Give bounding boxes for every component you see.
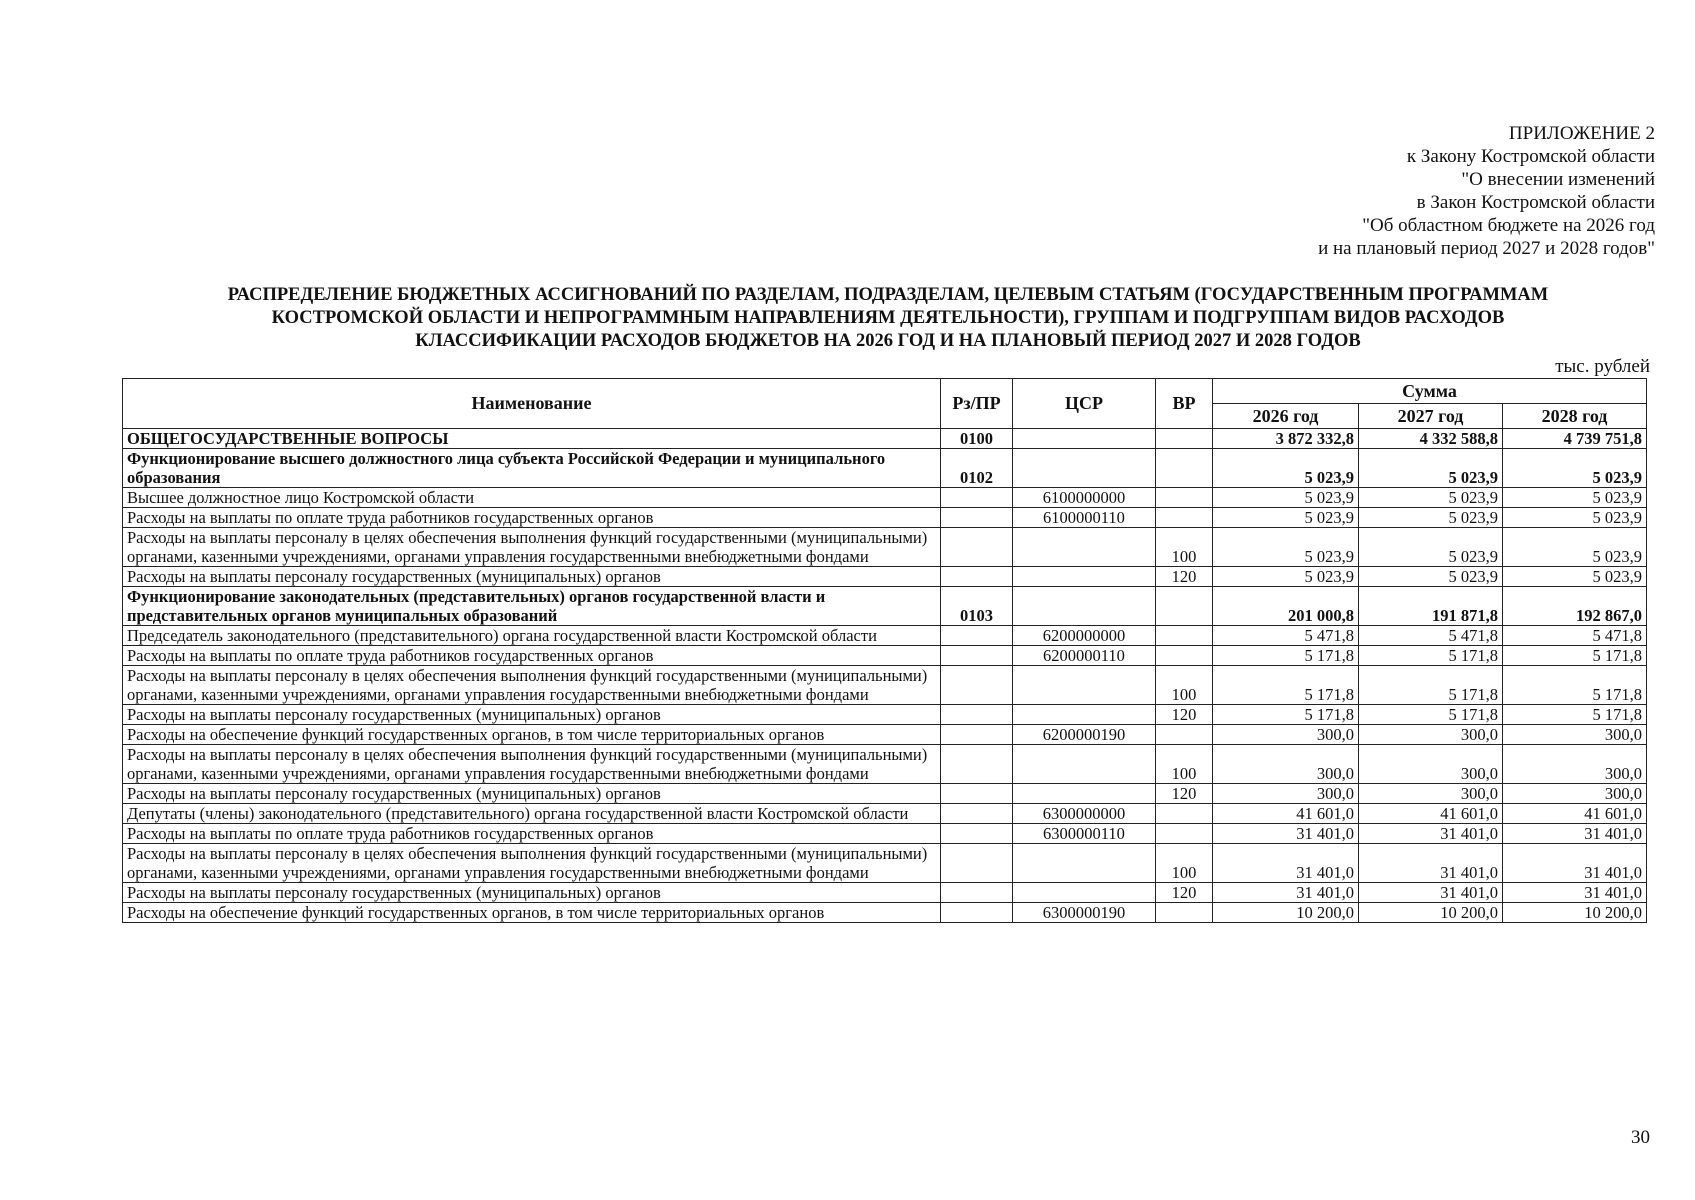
cell-2028: 5 023,9 (1503, 567, 1647, 587)
cell-2027: 5 023,9 (1359, 528, 1503, 567)
cell-rzpr (941, 725, 1013, 745)
cell-rzpr (941, 646, 1013, 666)
cell-vr: 120 (1156, 705, 1213, 725)
cell-name: Расходы на выплаты по оплате труда работников государственных органов (123, 824, 941, 844)
document-title (118, 284, 1658, 353)
cell-name: Расходы на обеспечение функций государственных органов, в том числе территориальных органов (123, 903, 941, 923)
cell-2026: 300,0 (1213, 784, 1359, 804)
cell-2026: 201 000,8 (1213, 587, 1359, 626)
cell-vr (1156, 725, 1213, 745)
cell-2026: 5 023,9 (1213, 528, 1359, 567)
cell-vr (1156, 903, 1213, 923)
cell-2026: 5 171,8 (1213, 705, 1359, 725)
cell-name: Высшее должностное лицо Костромской области (123, 488, 941, 508)
cell-2028: 4 739 751,8 (1503, 429, 1647, 449)
cell-name: Расходы на выплаты персоналу в целях обеспечения выполнения функций государственными (муниципальными) органами, казенными учреждениями, органами управления государственными внебюджетными фондами (123, 745, 941, 784)
cell-2026: 3 872 332,8 (1213, 429, 1359, 449)
cell-csr (1013, 844, 1156, 883)
annex-line: и на плановый период 2027 и 2028 годов" (1318, 238, 1655, 259)
cell-2027: 5 171,8 (1359, 666, 1503, 705)
cell-rzpr (941, 508, 1013, 528)
page-number: 30 (1631, 1127, 1650, 1148)
cell-rzpr (941, 784, 1013, 804)
cell-2028: 5 171,8 (1503, 705, 1647, 725)
cell-2026: 5 471,8 (1213, 626, 1359, 646)
table-row (123, 804, 1647, 824)
cell-name: Функционирование высшего должностного лица субъекта Российской Федерации и муниципального образования (123, 449, 941, 488)
cell-2027: 4 332 588,8 (1359, 429, 1503, 449)
cell-2027: 5 023,9 (1359, 449, 1503, 488)
cell-2028: 5 023,9 (1503, 488, 1647, 508)
title-line: КОСТРОМСКОЙ ОБЛАСТИ И НЕПРОГРАММНЫМ НАПРАВЛЕНИЯМ ДЕЯТЕЛЬНОСТИ), ГРУППАМ И ПОДГРУППАМ ВИДОВ РАСХОДОВ (271, 308, 1505, 328)
cell-vr (1156, 626, 1213, 646)
table-row (123, 666, 1647, 705)
cell-2028: 31 401,0 (1503, 824, 1647, 844)
cell-csr (1013, 429, 1156, 449)
table-row (123, 646, 1647, 666)
budget-table (122, 378, 1647, 923)
table-row (123, 429, 1647, 449)
cell-name: Расходы на обеспечение функций государственных органов, в том числе территориальных органов (123, 725, 941, 745)
cell-2027: 5 471,8 (1359, 626, 1503, 646)
cell-2026: 5 023,9 (1213, 488, 1359, 508)
header-year-2026: 2026 год (1213, 404, 1359, 429)
budget-table-body (123, 429, 1647, 923)
cell-2027: 31 401,0 (1359, 824, 1503, 844)
cell-vr: 120 (1156, 567, 1213, 587)
table-row (123, 903, 1647, 923)
table-row (123, 745, 1647, 784)
cell-2028: 5 023,9 (1503, 449, 1647, 488)
header-year-2028: 2028 год (1503, 404, 1647, 429)
cell-2028: 300,0 (1503, 725, 1647, 745)
cell-2026: 300,0 (1213, 745, 1359, 784)
cell-vr (1156, 429, 1213, 449)
cell-csr: 6300000110 (1013, 824, 1156, 844)
cell-csr: 6300000190 (1013, 903, 1156, 923)
cell-2028: 192 867,0 (1503, 587, 1647, 626)
cell-2026: 41 601,0 (1213, 804, 1359, 824)
cell-vr: 100 (1156, 666, 1213, 705)
cell-vr: 100 (1156, 528, 1213, 567)
cell-rzpr (941, 626, 1013, 646)
cell-2027: 10 200,0 (1359, 903, 1503, 923)
cell-rzpr (941, 745, 1013, 784)
cell-2028: 300,0 (1503, 745, 1647, 784)
table-row (123, 508, 1647, 528)
cell-2028: 10 200,0 (1503, 903, 1647, 923)
table-row (123, 626, 1647, 646)
cell-name: Расходы на выплаты по оплате труда работников государственных органов (123, 508, 941, 528)
table-row (123, 784, 1647, 804)
cell-2027: 5 023,9 (1359, 567, 1503, 587)
cell-rzpr (941, 705, 1013, 725)
title-line: РАСПРЕДЕЛЕНИЕ БЮДЖЕТНЫХ АССИГНОВАНИЙ ПО РАЗДЕЛАМ, ПОДРАЗДЕЛАМ, ЦЕЛЕВЫМ СТАТЬЯМ (ГОСУДАРСТВЕННЫМ ПРОГРАММАМ (227, 285, 1549, 305)
cell-name: Расходы на выплаты персоналу в целях обеспечения выполнения функций государственными (муниципальными) органами, казенными учреждениями, органами управления государственными внебюджетными фондами (123, 666, 941, 705)
cell-vr: 100 (1156, 844, 1213, 883)
cell-name: Расходы на выплаты персоналу в целях обеспечения выполнения функций государственными (муниципальными) органами, казенными учреждениями, органами управления государственными внебюджетными фондами (123, 844, 941, 883)
cell-2026: 5 023,9 (1213, 567, 1359, 587)
annex-block (1095, 122, 1655, 260)
cell-name: ОБЩЕГОСУДАРСТВЕННЫЕ ВОПРОСЫ (123, 429, 941, 449)
cell-csr (1013, 587, 1156, 626)
header-sum: Сумма (1213, 379, 1647, 404)
cell-name: Расходы на выплаты персоналу в целях обеспечения выполнения функций государственными (муниципальными) органами, казенными учреждениями, органами управления государственными внебюджетными фондами (123, 528, 941, 567)
cell-2027: 300,0 (1359, 725, 1503, 745)
cell-vr (1156, 646, 1213, 666)
cell-csr (1013, 666, 1156, 705)
cell-2026: 300,0 (1213, 725, 1359, 745)
cell-vr: 100 (1156, 745, 1213, 784)
cell-2028: 5 023,9 (1503, 508, 1647, 528)
cell-2026: 5 023,9 (1213, 508, 1359, 528)
cell-name: Депутаты (члены) законодательного (представительного) органа государственной власти Костромской области (123, 804, 941, 824)
cell-rzpr (941, 488, 1013, 508)
cell-vr (1156, 449, 1213, 488)
cell-rzpr: 0100 (941, 429, 1013, 449)
cell-vr: 120 (1156, 784, 1213, 804)
cell-name: Председатель законодательного (представительного) органа государственной власти Костромской области (123, 626, 941, 646)
cell-csr: 6200000110 (1013, 646, 1156, 666)
cell-2028: 31 401,0 (1503, 883, 1647, 903)
cell-2027: 5 171,8 (1359, 646, 1503, 666)
cell-2028: 300,0 (1503, 784, 1647, 804)
title-line: КЛАССИФИКАЦИИ РАСХОДОВ БЮДЖЕТОВ НА 2026 ГОД И НА ПЛАНОВЫЙ ПЕРИОД 2027 И 2028 ГОДОВ (415, 331, 1361, 351)
annex-line: "О внесении изменений (1461, 169, 1655, 190)
cell-name: Функционирование законодательных (представительных) органов государственной власти и представительных органов муниципальных образований (123, 587, 941, 626)
cell-2027: 191 871,8 (1359, 587, 1503, 626)
cell-vr (1156, 488, 1213, 508)
cell-rzpr (941, 528, 1013, 567)
cell-csr: 6200000190 (1013, 725, 1156, 745)
table-row (123, 883, 1647, 903)
cell-rzpr (941, 567, 1013, 587)
header-rzpr: Рз/ПР (941, 379, 1013, 429)
cell-name: Расходы на выплаты персоналу государственных (муниципальных) органов (123, 567, 941, 587)
cell-csr (1013, 705, 1156, 725)
table-row (123, 587, 1647, 626)
cell-2026: 5 023,9 (1213, 449, 1359, 488)
cell-2026: 5 171,8 (1213, 646, 1359, 666)
cell-vr: 120 (1156, 883, 1213, 903)
cell-csr (1013, 883, 1156, 903)
header-vr: ВР (1156, 379, 1213, 429)
table-row (123, 844, 1647, 883)
cell-rzpr (941, 903, 1013, 923)
annex-line: ПРИЛОЖЕНИЕ 2 (1508, 123, 1655, 144)
cell-2027: 5 023,9 (1359, 508, 1503, 528)
cell-2028: 5 023,9 (1503, 528, 1647, 567)
annex-line: к Закону Костромской области (1406, 146, 1655, 167)
cell-2027: 300,0 (1359, 745, 1503, 784)
header-year-2027: 2027 год (1359, 404, 1503, 429)
cell-2027: 5 023,9 (1359, 488, 1503, 508)
cell-2028: 41 601,0 (1503, 804, 1647, 824)
cell-name: Расходы на выплаты по оплате труда работников государственных органов (123, 646, 941, 666)
cell-2026: 5 171,8 (1213, 666, 1359, 705)
cell-csr: 6300000000 (1013, 804, 1156, 824)
annex-line: в Закон Костромской области (1416, 192, 1655, 213)
table-row (123, 488, 1647, 508)
table-row (123, 725, 1647, 745)
cell-2028: 31 401,0 (1503, 844, 1647, 883)
cell-2027: 31 401,0 (1359, 883, 1503, 903)
cell-vr (1156, 508, 1213, 528)
cell-rzpr (941, 844, 1013, 883)
table-row (123, 567, 1647, 587)
cell-name: Расходы на выплаты персоналу государственных (муниципальных) органов (123, 784, 941, 804)
cell-rzpr: 0103 (941, 587, 1013, 626)
annex-line: "Об областном бюджете на 2026 год (1362, 215, 1655, 236)
cell-csr (1013, 745, 1156, 784)
cell-vr (1156, 587, 1213, 626)
cell-name: Расходы на выплаты персоналу государственных (муниципальных) органов (123, 705, 941, 725)
cell-csr (1013, 528, 1156, 567)
cell-name: Расходы на выплаты персоналу государственных (муниципальных) органов (123, 883, 941, 903)
table-row (123, 824, 1647, 844)
cell-rzpr (941, 804, 1013, 824)
cell-csr: 6200000000 (1013, 626, 1156, 646)
cell-2026: 31 401,0 (1213, 824, 1359, 844)
cell-2027: 5 171,8 (1359, 705, 1503, 725)
cell-2028: 5 171,8 (1503, 666, 1647, 705)
cell-2028: 5 471,8 (1503, 626, 1647, 646)
cell-2028: 5 171,8 (1503, 646, 1647, 666)
header-csr: ЦСР (1013, 379, 1156, 429)
cell-2027: 41 601,0 (1359, 804, 1503, 824)
cell-2027: 31 401,0 (1359, 844, 1503, 883)
cell-csr (1013, 449, 1156, 488)
cell-rzpr (941, 666, 1013, 705)
cell-vr (1156, 804, 1213, 824)
units-label: тыс. рублей (1555, 356, 1650, 377)
header-name: Наименование (123, 379, 941, 429)
table-row (123, 705, 1647, 725)
cell-csr (1013, 784, 1156, 804)
cell-csr (1013, 567, 1156, 587)
table-row (123, 449, 1647, 488)
cell-2026: 31 401,0 (1213, 883, 1359, 903)
cell-vr (1156, 824, 1213, 844)
cell-2027: 300,0 (1359, 784, 1503, 804)
cell-csr: 6100000110 (1013, 508, 1156, 528)
cell-2026: 31 401,0 (1213, 844, 1359, 883)
cell-rzpr (941, 883, 1013, 903)
cell-csr: 6100000000 (1013, 488, 1156, 508)
table-row (123, 528, 1647, 567)
cell-rzpr (941, 824, 1013, 844)
cell-rzpr: 0102 (941, 449, 1013, 488)
cell-2026: 10 200,0 (1213, 903, 1359, 923)
